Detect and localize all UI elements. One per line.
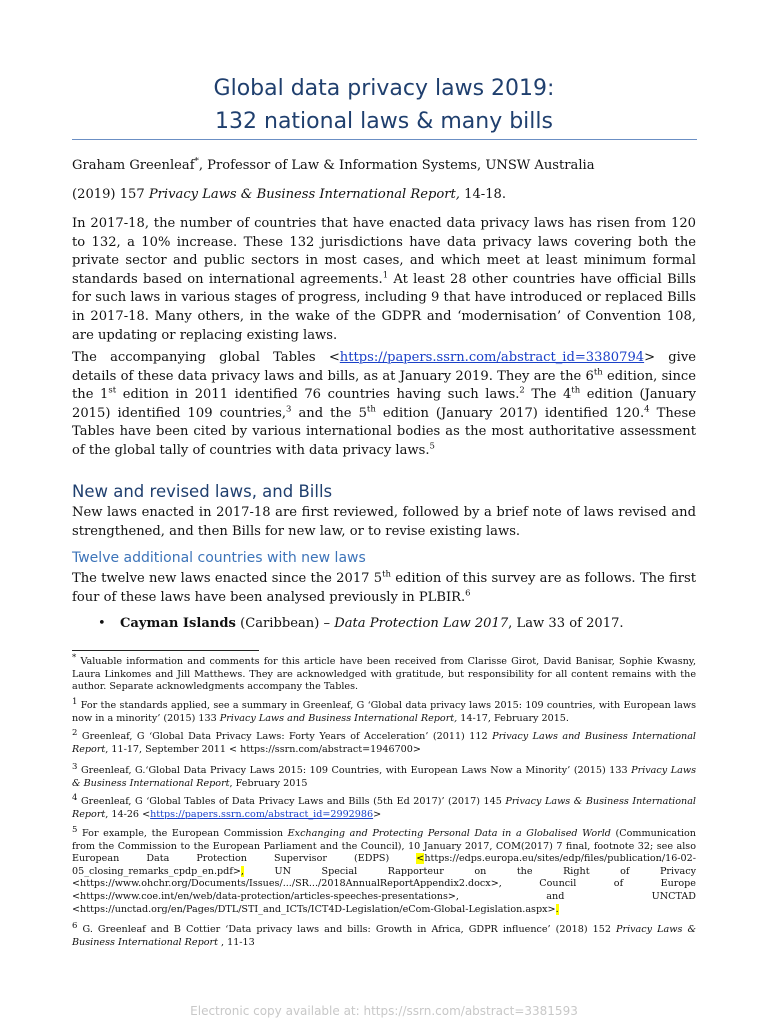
citation-line: (2019) 157 Privacy Laws & Business International Report, 14-18. [72,187,507,202]
footnote-1: $^1$ For the standards applied, see a summary in Greenleaf, G ‘Global data privacy laws 2015: 109 countries, with European laws now in a minority’ (2015) 133 Privacy Laws and Business International Report, 14-17, February 2015. [72,696,696,724]
footnote-ref-5[interactable]: 5 [429,441,435,452]
footnote-4-link[interactable]: https://papers.ssrn.com/abstract_id=2992986 [150,808,374,820]
footnote-ref-4[interactable]: 4 [644,404,650,415]
section-paragraph: New laws enacted in 2017-18 are first reviewed, followed by a brief note of laws revised and strengthened, and then Bills for new law, or to revise existing laws. [72,505,696,539]
page-title [72,72,696,138]
title-line-2: 132 national laws & many bills [215,109,553,134]
bullet-item-cayman-islands: Cayman Islands (Caribbean) – Data Protection Law 2017, Law 33 of 2017. [120,616,624,631]
ssrn-footer: Electronic copy available at: https://ssrn.com/abstract=3381593 [190,1004,578,1018]
tables-link[interactable]: https://papers.ssrn.com/abstract_id=3380794 [339,350,645,365]
subsection-paragraph: The twelve new laws enacted since the 2017 5th edition of this survey are as follows. The first four of these laws have been analysed previously in PLBIR.$^6$ [72,569,696,605]
footnote-3: $^3$ Greenleaf, G.‘Global Data Privacy Laws 2015: 109 Countries, with European Laws Now a Minority’ (2015) 133 Privacy Laws & Business International Report, February 2015 [72,761,696,789]
bullet-marker: • [98,616,106,631]
footnote-ref-2[interactable]: 2 [519,385,525,396]
title-line-1: Global data privacy laws 2019: [213,76,555,101]
intro-paragraph: In 2017-18, the number of countries that have enacted data privacy laws has risen from 120 to 132, a 10% increase. These 132 jurisdictions have data privacy laws covering both the private sector and public sectors in most cases, and which meet at least minimum formal standards based on international agreements.$^1$ At least 28 other countries have official Bills for such laws in various stages of progress, including 9 that have introduced or replaced Bills in 2017-18. Many others, in the wake of the GDPR and ‘modernisation’ of Convention 108, are updating or replacing existing laws. [72,216,696,343]
footnote-2: $^2$ Greenleaf, G ‘Global Data Privacy Laws: Forty Years of Acceleration’ (2011) 112 Privacy Laws and Business International Report, 11-17, September 2011 < https://ssrn.com/abstract=1946700> [72,727,696,755]
footnote-star: * Valuable information and comments for this article have been received from Clarisse Girot, David Banisar, Sophie Kwasny, Laura Linkomes and Jill Matthews. They are acknowledged with gratitude, but responsibility for all content remains with the author. Separate acknowledgments accompany the Tables. [72,652,696,693]
footnote-4: $^4$ Greenleaf, G ‘Global Tables of Data Privacy Laws and Bills (5th Ed 2017)’ (2017) 145 Privacy Laws & Business International Report, 14-26 <https://papers.ssrn.com/abstract_id=2992986> [72,792,696,820]
subsection-heading: Twelve additional countries with new laws [72,550,366,566]
footnote-ref-3[interactable]: 3 [286,404,292,415]
footnote-5: $^5$ For example, the European Commission Exchanging and Protecting Personal Data in a Globalised World (Communication from the Commission to the European Parliament and the Council), 10 January 2017, COM(2017) 7 final, footnote 32; see also European Data Protection Supervisor (EDPS) <https://edps.europa.eu/sites/edp/files/publication/16-02-05_closing_remarks_cpdp_en.pdf>, UN Special Rapporteur on the Right of Privacy <https://www.ohchr.org/Documents/Issues/.../SR.../2018AnnualReportAppendix2.docx>, Council of Europe <https://www.coe.int/en/web/data-protection/articles-speeches-presentations>, and UNCTAD <https://unctad.org/en/Pages/DTL/STI_and_ICTs/ICT4D-Legislation/eCom-Global-Legislation.aspx>. [72,824,696,915]
section-heading: New and revised laws, and Bills [72,482,333,501]
author-line: Graham Greenleaf*, Professor of Law & Information Systems, UNSW Australia [72,156,595,173]
title-divider [72,139,697,140]
footnote-ref-1[interactable]: 1 [382,270,389,281]
tables-paragraph: The accompanying global Tables <https://papers.ssrn.com/abstract_id=3380794> give details of these data privacy laws and bills, as at January 2019. They are the 6th edition, since the 1st edition in 2011 identified 76 countries having such laws.$^2$ The 4th edition (January 2015) identified 109 countries,$^3$ and the 5th edition (January 2017) identified 120.$^4$ These Tables have been cited by various international bodies as the most authoritative assessment of the global tally of countries with data privacy laws.$^5$ [72,350,697,458]
footnote-ref-6[interactable]: 6 [465,588,471,599]
footnote-6: $^6$ G. Greenleaf and B Cottier ‘Data privacy laws and bills: Growth in Africa, GDPR influence’ (2018) 152 Privacy Laws & Business International Report , 11-13 [72,920,696,948]
footnote-separator [72,650,259,651]
